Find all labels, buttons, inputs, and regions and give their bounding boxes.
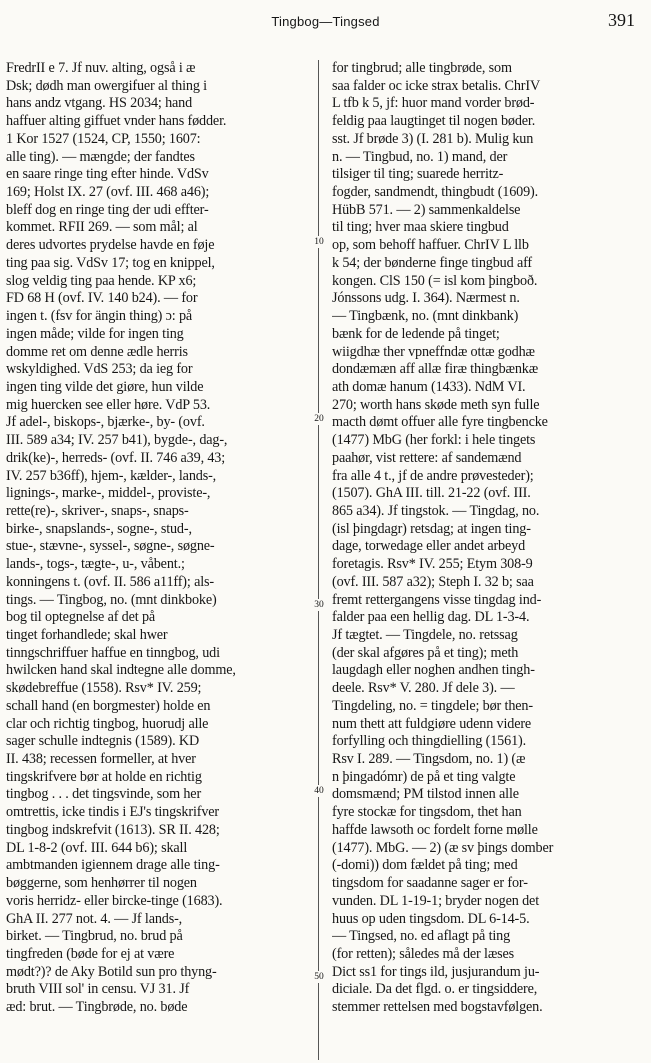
text-line: tings. — Tingbog, no. (mnt dinkboke) bbox=[6, 591, 217, 608]
text-line: bleff dog en ringe ting der udi effter- bbox=[6, 201, 209, 218]
text-line: Jf tægtet. — Tingdele, no. retssag bbox=[332, 627, 518, 643]
text-line: forfylling och thingdielling (1561). bbox=[332, 733, 526, 750]
line-number-marker: 10 bbox=[310, 236, 328, 248]
text-line: n þingadómr) de på et ting valgte bbox=[332, 768, 516, 785]
text-line: (ovf. III. 587 a32); Steph I. 32 b; saa bbox=[332, 573, 534, 590]
text-line: konningens t. (ovf. II. 586 a11ff); als- bbox=[6, 573, 214, 590]
text-line: 1 Kor 1527 (1524, CP, 1550; 1607: bbox=[6, 130, 201, 147]
text-line: (1507). GhA III. till. 21-22 (ovf. III. bbox=[332, 485, 531, 502]
text-line: kongen. ClS 150 (= isl kom þingboð. bbox=[332, 272, 538, 289]
text-line: domsmænd; PM tilstod innen alle bbox=[332, 786, 519, 803]
text-line: birket. — Tingbrud, no. brud på bbox=[6, 928, 183, 945]
text-line: II. 438; recessen formeller, at hver bbox=[6, 751, 196, 768]
text-line: en saare ringe ting efter hinde. VdSv bbox=[6, 166, 209, 183]
text-line: sst. Jf brøde 3) (I. 281 b). Mulig kun bbox=[332, 130, 534, 147]
text-line: 270; worth hans skøde meth syn fulle bbox=[332, 396, 540, 413]
text-line: ingen t. (fsv for ängin thing) ɔ: på bbox=[6, 308, 193, 325]
text-line: bog til optegnelse af det på bbox=[6, 609, 156, 626]
text-line: haffuer alting giffuet vnder hans fødder. bbox=[6, 113, 227, 130]
text-line: domme ret om denne ædle herris bbox=[6, 343, 188, 360]
text-line: III. 589 a34; IV. 257 b41), bygde-, dag-, bbox=[6, 432, 228, 449]
text-line: fogder, sandmendt, thingbudt (1609). bbox=[332, 184, 539, 201]
text-line: Jónssons udg. I. 364). Nærmest n. bbox=[332, 290, 520, 307]
text-line: 865 a34). Jf tingstok. — Tingdag, no. bbox=[332, 502, 540, 519]
text-line: drik(ke)-, herreds- (ovf. II. 746 a39, 43; bbox=[6, 449, 226, 466]
text-line: schall hand (en borgmester) holde en bbox=[6, 697, 211, 714]
left-text-column bbox=[6, 60, 308, 1017]
text-line: skødebreffue (1558). Rsv* IV. 259; bbox=[6, 680, 202, 697]
text-line: Jf adel-, biskops-, bjærke-, by- (ovf. bbox=[6, 414, 205, 431]
text-line: macth dømt offuer alle fyre tingbencke bbox=[332, 414, 548, 431]
text-line: stemmer rettelsen med bogstavfølgen. bbox=[332, 999, 543, 1016]
text-line: voris herridz- eller bircke-tinge (1683). bbox=[6, 892, 223, 909]
text-line: hans andz vtgang. HS 2034; hand bbox=[6, 95, 193, 112]
text-line: — Tingsed, no. ed aflagt på ting bbox=[332, 928, 511, 945]
text-line: alle ting). — mængde; der fandtes bbox=[6, 148, 195, 165]
text-line: deele. Rsv* V. 280. Jf dele 3). — bbox=[332, 680, 515, 697]
line-number-marker: 20 bbox=[310, 413, 328, 425]
text-line: L tfb k 5, jf: huor mand vorder brød- bbox=[332, 95, 535, 112]
text-line: bænk for de ledende på tinget; bbox=[332, 325, 500, 342]
text-line: ingen måde; vilde for ingen ting bbox=[6, 325, 184, 342]
text-line: tinngschriffuer haffue en tinngbog, udi bbox=[6, 644, 220, 661]
text-line: tingskrifvere bør at holde en richtig bbox=[6, 768, 202, 785]
text-line: lands-, togs-, tægte-, u-, våbent.; bbox=[6, 556, 185, 573]
text-line: birke-, snapslands-, sogne-, stud-, bbox=[6, 520, 192, 537]
text-line: FredrII e 7. Jf nuv. alting, også i æ bbox=[6, 60, 196, 76]
text-line: Rsv I. 289. — Tingsdom, no. 1) (æ bbox=[332, 751, 526, 768]
text-line: fyre stockæ for tingsdom, thet han bbox=[332, 804, 522, 821]
text-line: tingfreden (bøde for ej at være bbox=[6, 945, 175, 962]
text-line: wskyldighed. VdS 253; da ieg for bbox=[6, 361, 193, 378]
line-number-marker: 40 bbox=[310, 785, 328, 797]
text-line: fremt rettergangens visse tingdag ind- bbox=[332, 591, 542, 608]
text-line: n. — Tingbud, no. 1) mand, der bbox=[332, 148, 508, 165]
page-number: 391 bbox=[608, 10, 635, 30]
text-line: (1477) MbG (her forkl: i hele tingets bbox=[332, 432, 536, 449]
text-line: op, som behoff haffuer. ChrIV L llb bbox=[332, 237, 529, 254]
text-line: ambtmanden igiennem drage alle ting- bbox=[6, 857, 220, 874]
text-line: tingbog . . . det tingsvinde, som her bbox=[6, 786, 202, 803]
text-line: paahør, vist rettere: af sandemænd bbox=[332, 449, 522, 466]
text-line: ingen ting vilde det giøre, hun vilde bbox=[6, 378, 204, 395]
page-header bbox=[0, 0, 651, 36]
text-line: (isl þingdagr) retsdag; at ingen ting- bbox=[332, 520, 531, 537]
running-head: Tingbog—Tingsed bbox=[271, 14, 380, 29]
text-line: wiigdhæ ther vpneffndæ ottæ godhæ bbox=[332, 343, 535, 360]
text-line: ting paa sig. VdSv 17; tog en knippel, bbox=[6, 254, 215, 271]
text-line: DL 1-8-2 (ovf. III. 644 b6); skall bbox=[6, 839, 188, 856]
text-line: k 54; der bønderne finge tingbud aff bbox=[332, 254, 533, 271]
text-line: (for retten); således må der læses bbox=[332, 945, 515, 962]
text-line: bruth VIII sol' in censu. VJ 31. Jf bbox=[6, 981, 190, 998]
text-line: hwilcken hand skal indtegne alle domme, bbox=[6, 662, 236, 679]
text-line: GhA II. 277 not. 4. — Jf lands-, bbox=[6, 910, 183, 927]
text-line: IV. 257 b36ff), hjem-, kælder-, lands-, bbox=[6, 467, 217, 484]
text-line: kommet. RFII 269. — som mål; al bbox=[6, 219, 198, 236]
line-number-marker: 50 bbox=[310, 971, 328, 983]
text-line: bøggerne, som henhørrer til nogen bbox=[6, 875, 197, 892]
text-line: — Tingbænk, no. (mnt dinkbank) bbox=[332, 308, 519, 325]
text-line: til ting; hver maa skiere tingbud bbox=[332, 219, 509, 236]
text-line: Tingdeling, no. = tingdele; bør then- bbox=[332, 697, 533, 714]
text-line: tinget forhandlede; skal hwer bbox=[6, 627, 168, 643]
text-line: feldig paa laugtinget til nogen bøder. bbox=[332, 113, 536, 130]
line-number-marker: 30 bbox=[310, 599, 328, 611]
text-line: æd: brut. — Tingbrøde, no. bøde bbox=[6, 999, 188, 1016]
text-line: stue-, stævne-, syssel-, søgne-, søgne- bbox=[6, 538, 215, 555]
text-line: for tingbrud; alle tingbrøde, som bbox=[332, 60, 512, 76]
text-line: lignings-, marke-, middel-, proviste-, bbox=[6, 485, 211, 502]
text-line: HübB 571. — 2) sammenkaldelse bbox=[332, 201, 521, 218]
text-line: (der skal afgøres på et ting); meth bbox=[332, 644, 519, 661]
text-line: omtrettis, icke tindis i EJ's tingskrifver bbox=[6, 804, 219, 821]
text-line: rette(re)-, skriver-, snaps-, snaps- bbox=[6, 502, 189, 519]
text-line: mødt?)? de Aky Botild sun pro thyng- bbox=[6, 963, 217, 980]
text-line: falder paa een hellig dag. DL 1-3-4. bbox=[332, 609, 530, 626]
text-line: ath domæ hanum (1433). NdM VI. bbox=[332, 378, 526, 395]
text-line: 169; Holst IX. 27 (ovf. III. 468 a46); bbox=[6, 184, 210, 201]
text-line: tilsiger til ting; suarede herritz- bbox=[332, 166, 504, 183]
column-divider bbox=[318, 60, 319, 1060]
text-line: tingsdom for saadanne sager er for- bbox=[332, 875, 528, 892]
text-line: sager schulle indtegnis (1589). KD bbox=[6, 733, 200, 750]
text-line: Dict ss1 for tings ild, jusjurandum ju- bbox=[332, 963, 540, 980]
text-line: FD 68 H (ovf. IV. 140 b24). — for bbox=[6, 290, 198, 307]
text-line: foretagis. Rsv* IV. 255; Etym 308-9 bbox=[332, 556, 533, 573]
text-line: fra alle 4 t., jf de andre prøvesteder); bbox=[332, 467, 534, 484]
text-line: dondæmæn aff allæ firæ thingbænkæ bbox=[332, 361, 539, 378]
text-line: huus op uden tingsdom. DL 6-14-5. bbox=[332, 910, 530, 927]
right-text-column bbox=[332, 60, 640, 1017]
text-line: deres udvortes prydelse havde en føje bbox=[6, 237, 215, 254]
text-line: laugdagh eller noghen andhen tingh- bbox=[332, 662, 535, 679]
text-line: saa falder oc icke strax betalis. ChrIV bbox=[332, 77, 541, 94]
text-line: Dsk; dødh man owergifuer al thing i bbox=[6, 77, 207, 94]
text-line: num thett att fuldgiøre udenn videre bbox=[332, 715, 532, 732]
text-line: clar och richtig tingbog, huorudj alle bbox=[6, 715, 209, 732]
text-line: dage, torwedage eller andet arbeyd bbox=[332, 538, 526, 555]
text-line: (1477). MbG. — 2) (æ sv þings domber bbox=[332, 839, 554, 856]
text-line: haffde lawsoth oc fordelt forne mølle bbox=[332, 821, 538, 838]
text-line: slog veldig ting paa hende. KP x6; bbox=[6, 272, 197, 289]
text-line: vunden. DL 1-19-1; bryder nogen det bbox=[332, 892, 539, 909]
text-line: diciale. Da det flgd. o. er tingsiddere, bbox=[332, 981, 538, 998]
text-line: tingbog indskrefvit (1613). SR II. 428; bbox=[6, 821, 220, 838]
text-line: mig huercken see eller høre. VdP 53. bbox=[6, 396, 211, 413]
text-line: (-domi)) dom fældet på ting; med bbox=[332, 857, 518, 874]
